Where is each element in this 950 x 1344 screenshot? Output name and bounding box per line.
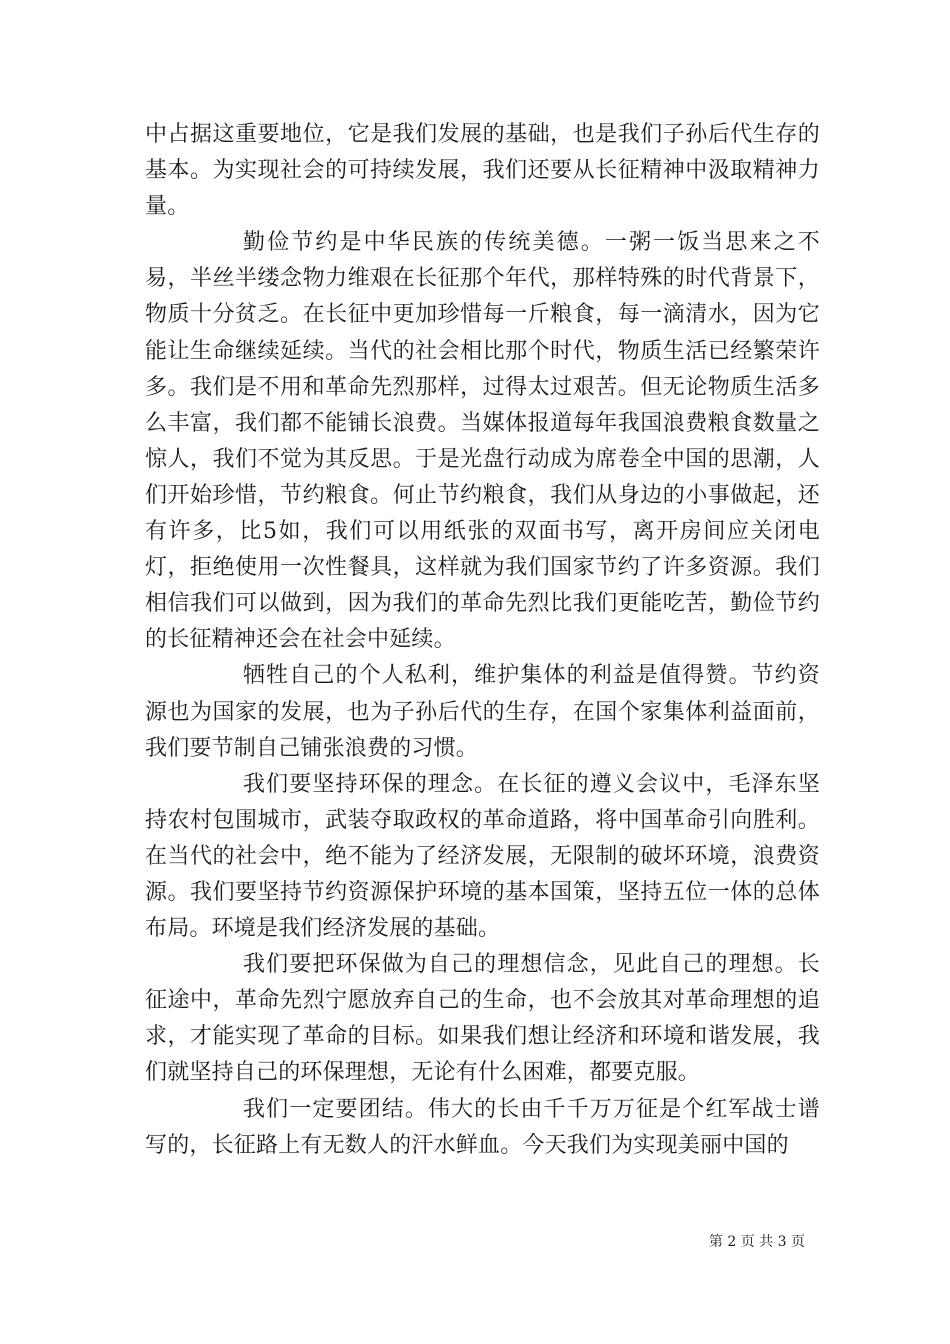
paragraph-environment: 我们要坚持环保的理念。在长征的遵义会议中，毛泽东坚持农村包围城市，武装夺取政权的革命道路，将中国革命引向胜利。在当代的社会中，绝不能为了经济发展，无限制的破坏环境，浪费资源。我们要坚持节约资源保护环境的基本国策，坚持五位一体的总体布局。环境是我们经济发展的基础。 — [145, 771, 820, 942]
paragraph-unity: 我们一定要团结。伟大的长由千千万万征是个红军战士谱写的，长征路上有无数人的汗水鲜血。今天我们为实现美丽中国的 — [145, 1096, 820, 1158]
paragraph-ideals: 我们要把环保做为自己的理想信念，见此自己的理想。长征途中，革命先烈宁愿放弃自己的生命，也不会放其对革命理想的追求，才能实现了革命的目标。如果我们想让经济和环境和谐发展，我们就坚持自己的环保理想，无论有什么困难，都要克服。 — [145, 952, 820, 1086]
paragraph-continuation: 中占据这重要地位，它是我们发展的基础，也是我们子孙后代生存的基本。为实现社会的可持续发展，我们还要从长征精神中汲取精神力量。 — [145, 122, 820, 220]
page-number-footer: 第 2 页 共 3 页 — [708, 1234, 805, 1250]
paragraph-frugality: 勤俭节约是中华民族的传统美德。一粥一饭当思来之不易，半丝半缕念物力维艰在长征那个年代，那样特殊的时代背景下，物质十分贫乏。在长征中更加珍惜每一斤粮食，每一滴清水，因为它能让生命继续延续。当代的社会相比那个时代，物质生活已经繁荣许多。我们是不用和革命先烈那样，过得太过艰苦。但无论物质生活多么丰富，我们都不能铺长浪费。当媒体报道每年我国浪费粮食数量之惊人，我们不觉为其反思。于是光盘行动成为席卷全中国的思潮，人们开始珍惜，节约粮食。何止节约粮食，我们从身边的小事做起，还有许多，比5如，我们可以用纸张的双面书写，离开房间应关闭电灯，拒绝使用一次性餐具，这样就为我们国家节约了许多资源。我们相信我们可以做到，因为我们的革命先烈比我们更能吃苦，勤俭节约的长征精神还会在社会中延续。 — [145, 230, 820, 653]
paragraph-sacrifice: 牺牲自己的个人私利，维护集体的利益是值得赞。节约资源也为国家的发展，也为子孙后代的生存，在国个家集体利益面前，我们要节制自己铺张浪费的习惯。 — [145, 663, 820, 761]
body-text — [145, 117, 820, 1164]
